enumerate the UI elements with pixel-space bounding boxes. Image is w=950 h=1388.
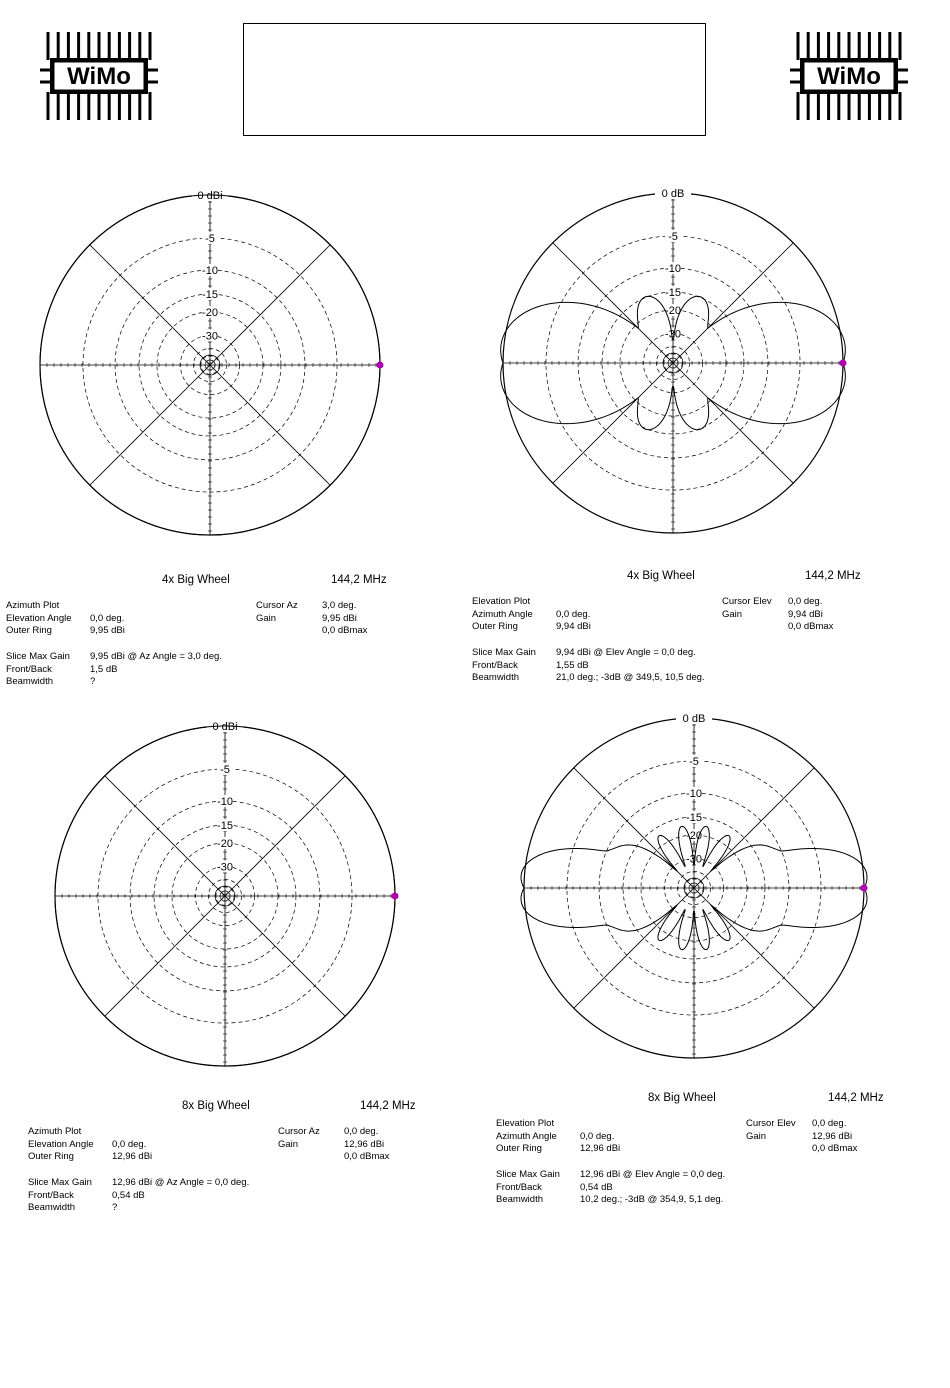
cursor-marker	[392, 893, 399, 900]
polar-ring-label: -10	[217, 796, 233, 809]
info-value: 0,0 deg.	[344, 1126, 379, 1137]
info-value: ?	[90, 676, 96, 687]
title-box	[243, 23, 706, 136]
info-value: 12,96 dBi	[112, 1151, 153, 1162]
info-row	[28, 1126, 112, 1139]
polar-plot-azimuth-8x	[45, 716, 405, 1076]
info-row	[496, 1194, 723, 1207]
plot-caption-frequency: 144,2 MHz	[360, 1100, 416, 1112]
polar-ring-label: -15	[217, 820, 233, 833]
info-label: Azimuth Angle	[472, 608, 533, 620]
info-row	[28, 1190, 145, 1203]
info-value: 0,0 dBmax	[812, 1143, 858, 1154]
polar-ring-label: -30	[665, 328, 681, 341]
info-row	[256, 600, 356, 613]
polar-ring-label: 0 dB	[682, 713, 706, 725]
info-value: 12,96 dBi	[344, 1138, 385, 1150]
plot-caption-frequency: 144,2 MHz	[331, 574, 387, 586]
info-label: Outer Ring	[496, 1143, 542, 1154]
polar-ring-label: -5	[689, 755, 699, 768]
info-label: Outer Ring	[6, 625, 52, 636]
info-row	[746, 1118, 846, 1131]
info-value: 21,0 deg.; -3dB @ 349,5, 10,5 deg.	[556, 672, 705, 683]
info-label: Outer Ring	[28, 1151, 74, 1162]
info-value: 0,0 deg.	[90, 612, 125, 624]
polar-ring-label: -30	[217, 861, 233, 874]
polar-ring-label: -20	[202, 306, 218, 319]
info-value: 0,0 deg.	[788, 596, 823, 607]
info-label: Beamwidth	[496, 1194, 543, 1205]
plot-caption-antenna: 4x Big Wheel	[627, 570, 695, 582]
info-value: 0,0 dBmax	[344, 1151, 390, 1162]
plot-caption-antenna: 8x Big Wheel	[648, 1092, 716, 1104]
info-label: Slice Max Gain	[472, 647, 536, 658]
plot-caption-frequency: 144,2 MHz	[805, 570, 861, 582]
info-row	[256, 613, 357, 626]
info-row	[28, 1139, 146, 1152]
polar-ring-label: -10	[665, 263, 681, 276]
plot-info-block	[6, 600, 406, 692]
info-row	[722, 621, 833, 634]
info-label: Azimuth Plot	[28, 1126, 82, 1137]
info-row	[28, 1202, 117, 1215]
info-row	[472, 672, 705, 685]
polar-ring-label: -20	[217, 837, 233, 850]
polar-ring-label: -10	[202, 265, 218, 278]
info-label: Gain	[278, 1138, 299, 1150]
info-row	[6, 676, 95, 689]
polar-plot-azimuth-4x	[30, 185, 390, 545]
info-value: 0,0 dBmax	[322, 625, 368, 636]
info-value: 12,96 dBi	[812, 1130, 853, 1142]
polar-ring-label: -30	[202, 330, 218, 343]
info-label: Elevation Plot	[496, 1118, 555, 1129]
polar-plot-elevation-4x	[493, 183, 853, 543]
plot-info-block	[496, 1118, 916, 1210]
info-value: 1,5 dB	[90, 663, 118, 675]
polar-ring-label: -20	[665, 304, 681, 317]
polar-ring-label: -5	[220, 763, 230, 776]
cursor-marker	[840, 360, 847, 367]
info-row	[472, 609, 590, 622]
info-label: Gain	[722, 608, 743, 620]
info-value: 9,94 dBi	[788, 608, 823, 620]
info-label: Front/Back	[472, 659, 518, 671]
polar-ring-label: -20	[686, 829, 702, 842]
info-row	[256, 625, 367, 638]
cursor-marker	[861, 885, 868, 892]
wimo-logo	[786, 30, 912, 122]
info-label: Beamwidth	[6, 676, 53, 687]
plot-info-block	[472, 596, 892, 688]
polar-ring-label: -15	[686, 812, 702, 825]
info-label: Cursor Elev	[746, 1118, 796, 1129]
info-row	[722, 609, 823, 622]
wimo-logo-text: WiMo	[817, 63, 881, 90]
info-row	[6, 613, 124, 626]
wimo-logo	[36, 30, 162, 122]
info-value: 9,94 dBi @ Elev Angle = 0,0 deg.	[556, 647, 696, 658]
info-row	[6, 651, 222, 664]
plot-info-block	[28, 1126, 428, 1218]
info-label: Cursor Az	[256, 600, 298, 611]
info-label: Elevation Plot	[472, 596, 531, 607]
info-label: Slice Max Gain	[496, 1169, 560, 1180]
info-value: 9,95 dBi	[322, 612, 357, 624]
info-value: 0,0 deg.	[556, 608, 591, 620]
info-label: Azimuth Plot	[6, 600, 60, 611]
info-value: 9,95 dBi	[90, 625, 125, 636]
info-row	[6, 664, 117, 677]
polar-ring-label: 0 dBi	[197, 190, 223, 202]
info-label: Front/Back	[6, 663, 52, 675]
polar-ring-label: 0 dB	[661, 188, 685, 200]
plot-caption-antenna: 8x Big Wheel	[182, 1100, 250, 1112]
info-label: Beamwidth	[472, 672, 519, 683]
info-label: Elevation Angle	[6, 612, 72, 624]
info-value: ?	[112, 1202, 118, 1213]
info-row	[496, 1118, 580, 1131]
polar-ring-label: -10	[686, 788, 702, 801]
info-row	[496, 1182, 613, 1195]
info-value: 0,54 dB	[112, 1189, 145, 1201]
wimo-logo-text: WiMo	[67, 63, 131, 90]
info-value: 0,0 deg.	[112, 1138, 147, 1150]
info-value: 10,2 deg.; -3dB @ 354,9, 5,1 deg.	[580, 1194, 724, 1205]
info-value: 12,96 dBi @ Az Angle = 0,0 deg.	[112, 1177, 250, 1188]
info-value: 9,94 dBi	[556, 621, 591, 632]
info-value: 0,0 dBmax	[788, 621, 834, 632]
polar-ring-label: -15	[202, 289, 218, 302]
info-label: Front/Back	[496, 1181, 542, 1193]
info-row	[278, 1126, 378, 1139]
info-row	[278, 1139, 384, 1152]
polar-ring-label: -30	[686, 853, 702, 866]
info-row	[472, 596, 556, 609]
info-row	[746, 1131, 852, 1144]
info-value: 12,96 dBi	[580, 1143, 621, 1154]
info-row	[28, 1151, 152, 1164]
info-row	[278, 1151, 389, 1164]
info-value: 3,0 deg.	[322, 600, 357, 611]
info-row	[746, 1143, 857, 1156]
polar-ring-label: 0 dBi	[212, 721, 238, 733]
info-row	[472, 647, 696, 660]
info-value: 12,96 dBi @ Elev Angle = 0,0 deg.	[580, 1169, 726, 1180]
info-label: Slice Max Gain	[28, 1177, 92, 1188]
polar-plot-elevation-8x	[514, 708, 874, 1068]
info-label: Gain	[746, 1130, 767, 1142]
info-row	[496, 1169, 725, 1182]
info-value: 1,55 dB	[556, 659, 589, 671]
info-row	[472, 621, 591, 634]
info-value: 0,0 deg.	[580, 1130, 615, 1142]
info-label: Cursor Az	[278, 1126, 320, 1137]
info-label: Front/Back	[28, 1189, 74, 1201]
info-value: 9,95 dBi @ Az Angle = 3,0 deg.	[90, 651, 222, 662]
info-row	[472, 660, 589, 673]
info-label: Slice Max Gain	[6, 651, 70, 662]
info-row	[6, 625, 125, 638]
info-row	[722, 596, 822, 609]
plot-caption-frequency: 144,2 MHz	[828, 1092, 884, 1104]
info-row	[28, 1177, 249, 1190]
info-label: Beamwidth	[28, 1202, 75, 1213]
info-label: Elevation Angle	[28, 1138, 94, 1150]
info-label: Azimuth Angle	[496, 1130, 557, 1142]
info-value: 0,0 deg.	[812, 1118, 847, 1129]
cursor-marker	[377, 362, 384, 369]
info-row	[496, 1131, 614, 1144]
polar-ring-label: -15	[665, 287, 681, 300]
info-label: Cursor Elev	[722, 596, 772, 607]
polar-ring-label: -5	[205, 232, 215, 245]
polar-ring-label: -5	[668, 230, 678, 243]
info-label: Outer Ring	[472, 621, 518, 632]
info-value: 0,54 dB	[580, 1181, 613, 1193]
info-label: Gain	[256, 612, 277, 624]
info-row	[6, 600, 90, 613]
plot-caption-antenna: 4x Big Wheel	[162, 574, 230, 586]
info-row	[496, 1143, 620, 1156]
